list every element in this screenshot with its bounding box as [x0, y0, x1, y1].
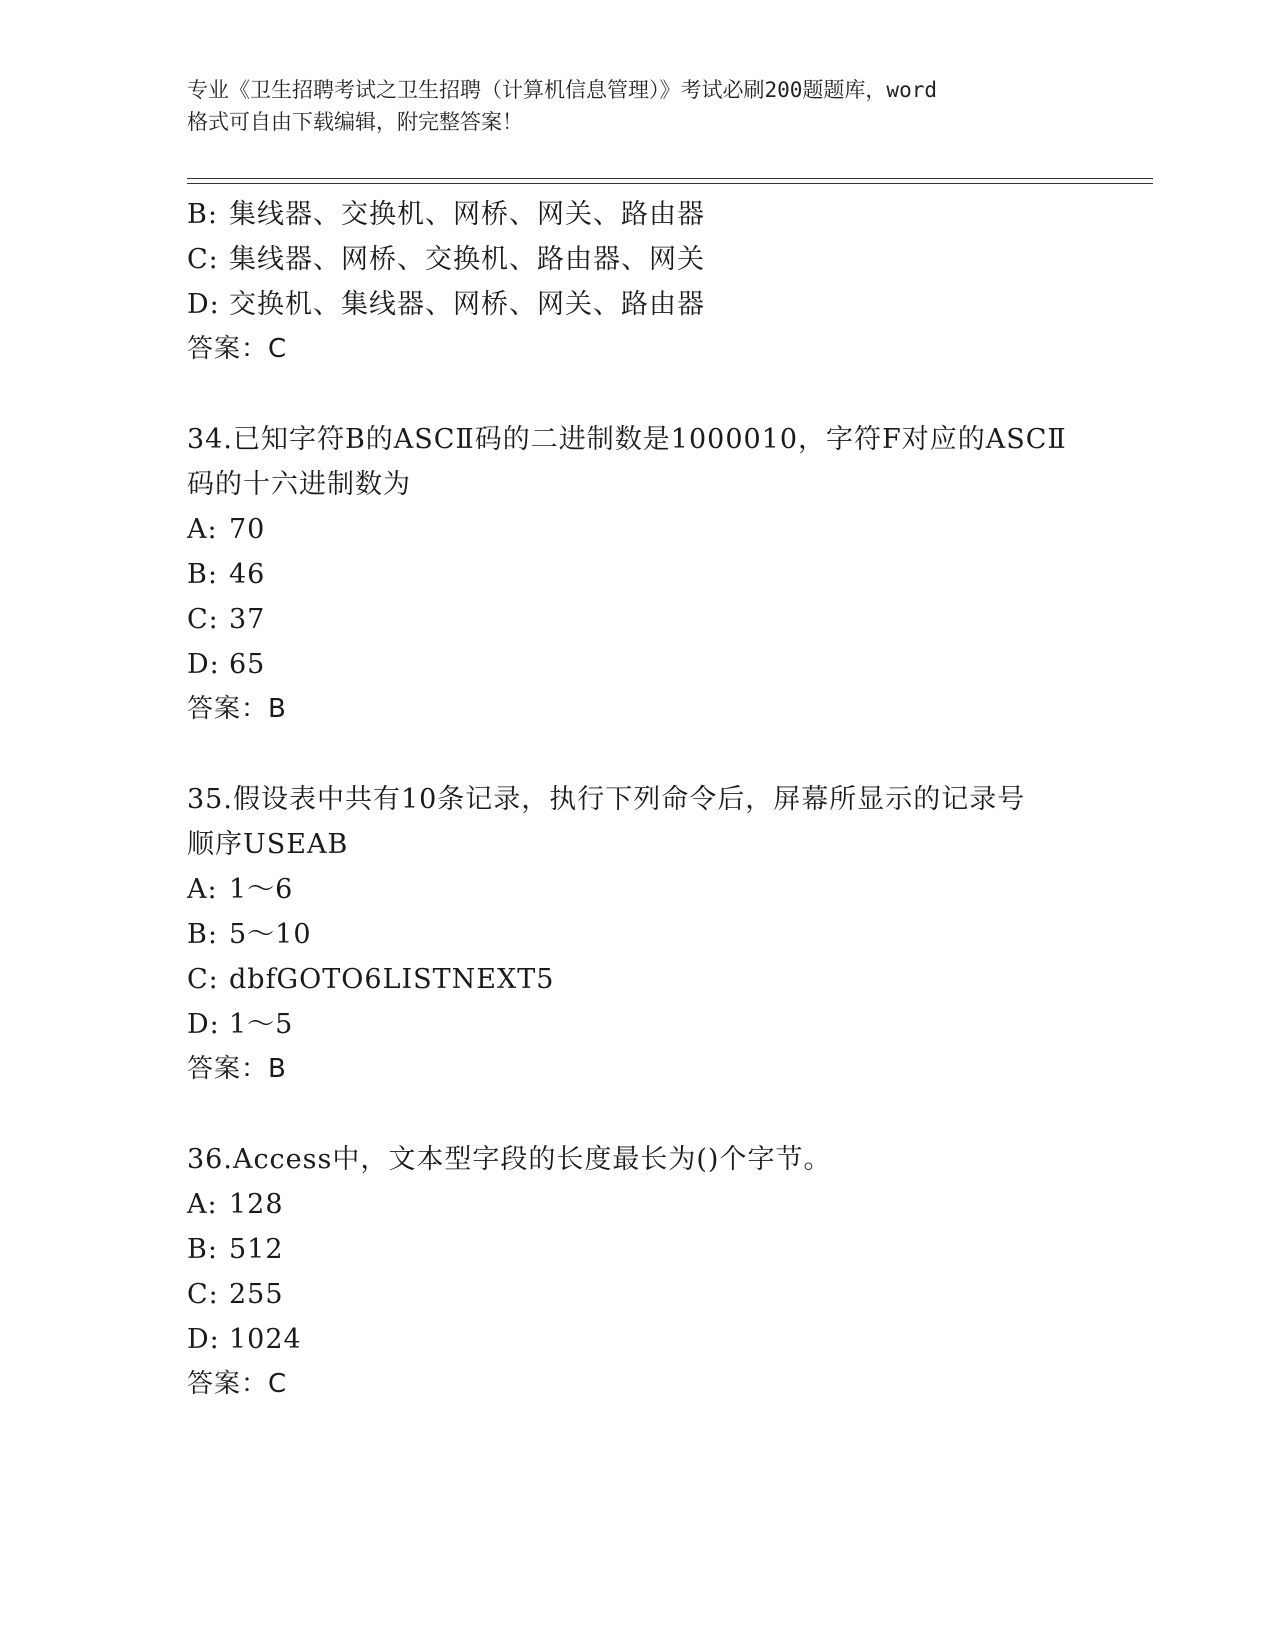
option-text: 65	[229, 649, 266, 680]
option-text: 1024	[229, 1324, 302, 1355]
question-block-36	[187, 1137, 1087, 1407]
option-label: B:	[187, 199, 218, 230]
answer-line: 答案：B	[187, 694, 287, 724]
option-d	[187, 1317, 1087, 1362]
header-line-2: 格式可自由下载编辑，附完整答案！	[187, 110, 523, 134]
option-text: dbfGOTO6LISTNEXT5	[229, 964, 555, 995]
option-label: C:	[187, 604, 219, 635]
option-b	[187, 1227, 1087, 1272]
option-d	[187, 1002, 1087, 1047]
option-text: 255	[229, 1279, 284, 1310]
question-list	[187, 192, 1087, 1407]
option-label: D:	[187, 1009, 220, 1040]
option-label: B:	[187, 1234, 218, 1265]
option-d	[187, 642, 1087, 687]
header-divider-bottom	[187, 183, 1153, 184]
question-block-33	[187, 192, 1087, 372]
option-b	[187, 192, 1087, 237]
option-label: C:	[187, 1279, 219, 1310]
header-line-1: 专业《卫生招聘考试之卫生招聘（计算机信息管理）》考试必刷200题题库，word	[187, 78, 937, 102]
option-text: 集线器、交换机、网桥、网关、路由器	[229, 199, 705, 230]
question-block-34	[187, 417, 1087, 732]
option-text: 5～10	[229, 919, 312, 950]
option-label: D:	[187, 289, 220, 320]
question-text-line: 36.Access中，文本型字段的长度最长为()个字节。	[187, 1144, 832, 1175]
option-c	[187, 1272, 1087, 1317]
spacer	[187, 372, 1087, 417]
option-a	[187, 867, 1087, 912]
option-label: B:	[187, 559, 218, 590]
question-text	[187, 777, 1087, 867]
answer-line: 答案：C	[187, 1369, 288, 1399]
option-label: D:	[187, 1324, 220, 1355]
question-text-line: 34.已知字符B的ASCⅡ码的二进制数是1000010，字符F对应的ASCⅡ	[187, 424, 1067, 455]
option-label: C:	[187, 964, 219, 995]
option-text: 512	[229, 1234, 284, 1265]
question-block-35	[187, 777, 1087, 1092]
option-text: 70	[229, 514, 266, 545]
document-header	[187, 74, 1087, 138]
answer-line: 答案：C	[187, 334, 288, 364]
option-b	[187, 552, 1087, 597]
spacer	[187, 732, 1087, 777]
spacer	[187, 1092, 1087, 1137]
option-text: 1～5	[229, 1009, 294, 1040]
option-label: D:	[187, 649, 220, 680]
option-label: B:	[187, 919, 218, 950]
option-c	[187, 957, 1087, 1002]
option-text: 37	[229, 604, 266, 635]
option-text: 46	[229, 559, 266, 590]
option-text: 交换机、集线器、网桥、网关、路由器	[229, 289, 705, 320]
option-text: 集线器、网桥、交换机、路由器、网关	[229, 244, 705, 275]
answer-line: 答案：B	[187, 1054, 287, 1084]
question-text	[187, 1137, 1087, 1182]
option-a	[187, 1182, 1087, 1227]
question-text-line: 35.假设表中共有10条记录，执行下列命令后，屏幕所显示的记录号	[187, 784, 1026, 815]
option-c	[187, 597, 1087, 642]
option-label: A:	[187, 514, 218, 545]
option-label: A:	[187, 874, 218, 905]
option-a	[187, 507, 1087, 552]
option-b	[187, 912, 1087, 957]
question-text-line: 码的十六进制数为	[187, 469, 411, 500]
option-text: 1～6	[229, 874, 294, 905]
option-label: A:	[187, 1189, 218, 1220]
option-c	[187, 237, 1087, 282]
header-divider-top	[187, 178, 1153, 179]
question-text	[187, 417, 1087, 507]
option-d	[187, 282, 1087, 327]
option-label: C:	[187, 244, 219, 275]
question-text-line: 顺序USEAB	[187, 829, 349, 860]
option-text: 128	[229, 1189, 284, 1220]
